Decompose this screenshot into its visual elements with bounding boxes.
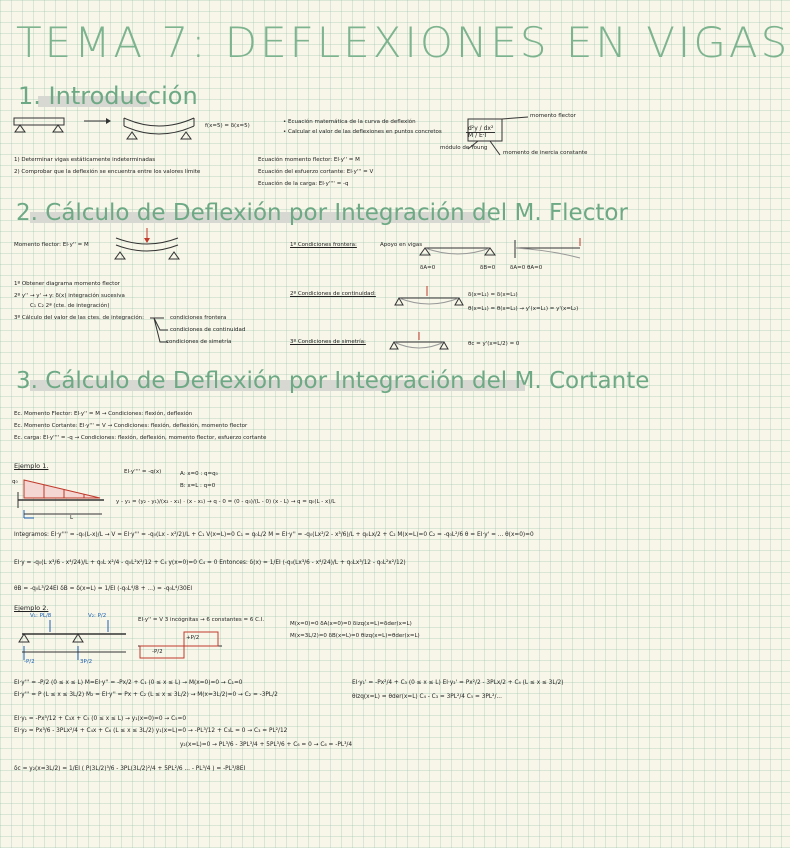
ej2-row2c: y₂(x=L)=0 → PL³/6 - 3PL³/4 + 5PL³/6 + C₆ = 0 → C₆ = -PL³/4: [180, 742, 353, 748]
ej2-dv1: +P/2: [186, 635, 200, 641]
c2-eq2: θ(x=L₁) = θ(x=L₂) → y'(x=L₁) = y'(x=L₂): [468, 306, 579, 312]
section-introduccion: 1. Introducción: [18, 82, 198, 110]
cortante-l1: Ec. Momento Flector: EI·y'' = M → Condiciones: flexión, deflexión: [14, 411, 193, 417]
c1-d2: δB=0: [480, 265, 496, 271]
ej1-eq-b: A: x=0 : q=q₀: [180, 471, 218, 477]
intro-bullet1: • Ecuación matemática de la curva de deflexión: [283, 119, 416, 125]
ej2-row3: δc = y₂(x=3L/2) = 1/EI ( P(3L/2)³/6 - 3PL(3L/2)²/4 + 5PL²/6 ... - PL³/4 ) = -PL³/8EI: [14, 766, 246, 772]
label-inercia: momento de inercia constante: [503, 150, 588, 156]
cortante-l3: Ec. carga: EI·y'''' = -q → Condiciones: flexión, deflexión, momento flector, esfuerzo cortante: [14, 435, 267, 441]
ej1-eq-c: B: x=L : q=0: [180, 483, 216, 489]
ej2-row1: EI·y''' = -P/2 (0 ≤ x ≤ L) M=EI·y'' = -Px/2 + C₁ (0 ≤ x ≤ L) → M(x=0)=0 → C₁=0: [14, 680, 243, 686]
c2-title: 2º Condiciones de continuidad:: [290, 291, 376, 297]
ej1-row3: θB = -q₀L³/24EI δB = δ(x=L) = 1/EI (-q₀L⁴/8 + ...) = -q₀L⁴/30EI: [14, 586, 193, 592]
ej2-row1d: θizq(x=L) = θder(x=L) C₄ - C₃ = 3PL²/4 C₅ = 3PL²/...: [352, 694, 502, 700]
section-cortante: 3. Cálculo de Deflexión por Integración del M. Cortante: [16, 368, 650, 394]
flector-paso3: 3º Cálculo del valor de las ctes. de integración:: [14, 315, 145, 321]
c1-apoyo: Apoyo en vigas: [380, 242, 423, 248]
c2-eq1: δ(x=L₁) = δ(x=L₂): [468, 292, 518, 298]
c3-eq: θc = y'(x=L/2) = 0: [468, 341, 520, 347]
c1-d1: δA=0: [420, 265, 436, 271]
ej2-eq-c: M(x=3L/2)=0 δB(x=L)=0 θizq(x=L)=θder(x=L): [290, 633, 420, 639]
ej2-dv2: -P/2: [152, 649, 163, 655]
ej2-row2: EI·y₁ = -Px³/12 + C₃x + C₅ (0 ≤ x ≤ L) → y₁(x=0)=0 → C₅=0: [14, 716, 187, 722]
beam-diagram-simetria: [390, 330, 450, 366]
flector-paso2: 2º y'' → y' → y: δ(x) integración sucesiva: [14, 293, 125, 299]
intro-func: f(x=5) = δ(x=5): [205, 123, 250, 129]
section-flector: 2. Cálculo de Deflexión por Integración del M. Flector: [16, 200, 628, 226]
ej1-row2: EI·y = -q₀(L x³/6 - x⁴/24)/L + q₀L x²/4 - q₀L²x²/12 + C₄ y(x=0)=0 C₄ = 0 Entonces: δ(x) = 1/EI (-q₀(Lx³/6 - x⁴/24)/L + q₀Lx³/12 - q₀L²x²/12): [14, 560, 406, 566]
ej1-L: L: [70, 515, 74, 521]
ej1-label: Ejemplo 1.: [14, 462, 49, 470]
page-title: TEMA 7: DEFLEXIONES EN VIGAS: [16, 18, 790, 67]
ej2-react2: 3P/2: [80, 659, 93, 665]
ej2-load2: V₂: P/2: [88, 613, 107, 619]
cond-simetria: condiciones de simetría: [166, 339, 232, 345]
ej1-diagram: [14, 472, 114, 522]
beam-diagram-intro: [14, 110, 204, 150]
beam-diagram-continuidad: [395, 286, 465, 322]
ej2-label: Ejemplo 2.: [14, 604, 49, 612]
beam-diagram-flector: [112, 228, 182, 264]
intro-item1: 1) Determinar vigas estáticamente indeterminadas: [14, 157, 156, 163]
ec-momento: Ecuación momento flector: EI·y'' = M: [258, 157, 360, 163]
ej1-row1: Integramos: EI·y'''' = -q₀(L-x)/L → V = EI·y''' = -q₀(Lx - x²/2)/L + C₁ V(x=L)=0 C₁ = q₀L/2 M = EI·y'' = -q₀(Lx²/2 - x³/6)/L + q₀Lx/2 + C₂ M(x=L)=0 C₂ = -q₀L²/6 θ = EI·y' = ... θ(x=0)=0: [14, 532, 534, 538]
intro-frac: d²y / dx² M / E·I: [468, 125, 494, 139]
ec-cortante: Ecuación del esfuerzo cortante: EI·y''' = V: [258, 169, 374, 175]
ej2-eq-a: EI·y'' = V 3 incógnitas → 6 constantes = 6 C.I.: [138, 617, 265, 623]
beam-diagram-frontera: [420, 238, 590, 274]
flector-momento: Momento flector: EI·y'' = M: [14, 242, 89, 248]
ej2-shear-diagram: [138, 628, 222, 664]
ej2-row2b: EI·y₂ = Px³/6 - 3PLx²/4 + C₄x + C₆ (L ≤ x ≤ 3L/2) y₁(x=L)=0 → -PL³/12 + C₃L = 0 → C₃ = PL²/12: [14, 728, 288, 734]
ej2-row1c: EI·y₁' = -Px²/4 + C₃ (0 ≤ x ≤ L) EI·y₂' = Px²/2 - 3PLx/2 + C₄ (L ≤ x ≤ 3L/2): [352, 680, 564, 686]
cond-frontera: condiciones frontera: [170, 315, 227, 321]
label-momento: momento flector: [530, 113, 576, 119]
cond-continuidad: condiciones de continuidad: [170, 327, 246, 333]
flector-paso1: 1º Obtener diagrama momento flector: [14, 281, 120, 287]
intro-bullet2: • Calcular el valor de las deflexiones en puntos concretos: [283, 129, 442, 135]
ej2-row1b: EI·y''' = P (L ≤ x ≤ 3L/2) M₂ = EI·y'' = Px + C₂ (L ≤ x ≤ 3L/2) → M(x=3L/2)=0 → C₂ = -3PL/2: [14, 692, 278, 698]
c3-title: 3º Condiciones de simetría:: [290, 339, 366, 345]
c1-d3: δA=0 θA=0: [510, 265, 543, 271]
flector-paso2b: C₁ C₂ 2ª (cte. de integración): [30, 303, 110, 309]
ej2-load1: V₁: PL/8: [30, 613, 52, 619]
label-modulo: módulo de Young: [440, 145, 488, 151]
ec-carga: Ecuación de la carga: EI·y'''' = -q: [258, 181, 349, 187]
intro-item2: 2) Comprobar que la deflexión se encuentra entre los valores límite: [14, 169, 201, 175]
ej2-eq-b: M(x=0)=0 δA(x=0)=0 δizq(x=L)=δder(x=L): [290, 621, 412, 627]
ej1-q0: q₀: [12, 479, 18, 485]
ej1-eq-d: y - y₁ = (y₂ - y₁)/(x₂ - x₁) · (x - x₁) → q - 0 = (0 - q₀)/(L - 0) (x - L) → q = q₀(L - x)/L: [116, 499, 336, 505]
ej2-react1: -P/2: [24, 659, 35, 665]
c1-title: 1º Condiciones frontera:: [290, 242, 357, 248]
ej1-eq-a: EI·y'''' = -q(x): [124, 469, 162, 475]
cortante-l2: Ec. Momento Cortante: EI·y''' = V → Condiciones: flexión, deflexión, momento flector: [14, 423, 248, 429]
